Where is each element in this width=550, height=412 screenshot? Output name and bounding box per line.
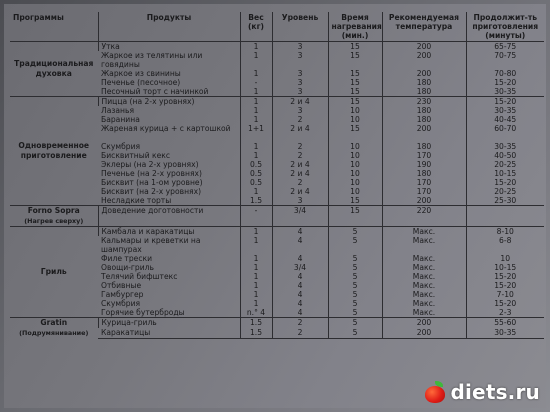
- weight-cell: 1: [240, 42, 272, 52]
- product-cell: Камбала и каракатицы: [98, 227, 240, 237]
- duration-cell: 7-10: [466, 290, 544, 299]
- level-cell: 4: [272, 227, 328, 237]
- weight-cell: 0.5: [240, 178, 272, 187]
- program-title: Одновременное приготовление: [18, 141, 90, 160]
- weight-cell: 0.5: [240, 160, 272, 169]
- temperature-cell: 180: [382, 169, 466, 178]
- level-cell: 2: [272, 178, 328, 187]
- time-cell: 10: [328, 169, 382, 178]
- program-title: Forno Sopra: [27, 206, 80, 215]
- duration-cell: 10: [466, 254, 544, 263]
- temperature-cell: 200: [382, 318, 466, 328]
- duration-cell: 30-35: [466, 106, 544, 115]
- weight-cell: 1: [240, 97, 272, 107]
- temperature-cell: 200: [382, 51, 466, 69]
- header-level: Уровень: [272, 12, 328, 42]
- temperature-cell: 180: [382, 115, 466, 124]
- temperature-cell: 170: [382, 187, 466, 196]
- product-cell: Эклеры (на 2-х уровнях): [101, 160, 199, 169]
- program-title: Гриль: [40, 267, 67, 276]
- program-name: [10, 206, 98, 227]
- duration-cell: 25-30: [466, 196, 544, 206]
- table-row: [10, 227, 544, 237]
- level-cell: 2: [272, 142, 328, 151]
- watermark-text: diets.ru: [450, 380, 540, 404]
- product-cell: Телячий бифштекс: [101, 272, 178, 281]
- time-cell: 5: [328, 328, 382, 338]
- weight-cell: 1: [240, 106, 272, 115]
- table-body: [10, 42, 544, 339]
- product-cell: Скумбрия: [101, 142, 141, 151]
- level-cell: 3: [272, 196, 328, 206]
- level-cell: 2: [272, 151, 328, 160]
- temperature-cell: Макс.: [382, 281, 466, 290]
- product-cell: Утка: [98, 42, 240, 52]
- time-cell: 15: [328, 87, 382, 97]
- duration-cell: 15-20: [466, 272, 544, 281]
- temperature-cell: Макс.: [382, 308, 466, 318]
- header-programs: Программы: [10, 12, 98, 42]
- weight-cell: 1: [240, 69, 272, 78]
- time-cell: 15: [328, 196, 382, 206]
- product-cell: Пицца (на 2-х уровнях): [98, 97, 240, 107]
- duration-cell: 2-3: [466, 308, 544, 318]
- temperature-cell: 190: [382, 160, 466, 169]
- product-cell: Лазанья: [101, 106, 135, 115]
- product-cell: Песочный торт с начинкой: [98, 87, 240, 97]
- program-title: Gratin: [40, 318, 68, 327]
- time-cell: 10: [328, 178, 382, 187]
- product-cell: Отбивные: [101, 281, 142, 290]
- weight-cell: 1: [240, 142, 272, 151]
- weight-cell: 1: [240, 236, 272, 254]
- weight-cell: 1.5: [240, 328, 272, 338]
- program-name: [10, 97, 98, 206]
- product-cell: Гамбургер: [101, 290, 144, 299]
- duration-cell: 30-35: [466, 142, 544, 151]
- temperature-cell: Макс.: [382, 272, 466, 281]
- level-cell: 3: [272, 42, 328, 52]
- time-cell: 5: [328, 254, 382, 263]
- weight-cell: -: [240, 206, 272, 227]
- product-cell: Филе трески: [101, 254, 153, 263]
- table-row: [10, 206, 544, 227]
- table-header: [10, 12, 544, 42]
- temperature-cell: Макс.: [382, 290, 466, 299]
- time-cell: 10: [328, 106, 382, 115]
- product-cell: Скумбрия: [101, 299, 141, 308]
- time-cell: 5: [328, 299, 382, 308]
- level-cell: 4: [272, 236, 328, 254]
- document-sheet: [4, 4, 546, 408]
- weight-cell: 1: [240, 272, 272, 281]
- time-cell: 15: [328, 97, 382, 107]
- header-heat-time: Время нагревания (мин.): [328, 12, 382, 42]
- duration-cell: 70-75: [466, 51, 544, 69]
- level-cell: 4: [272, 254, 328, 263]
- duration-cell: 30-35: [466, 328, 544, 338]
- duration-cell: 20-25: [466, 160, 544, 169]
- duration-cell: 40-50: [466, 151, 544, 160]
- level-cell: 2: [272, 318, 328, 328]
- time-cell: 10: [328, 151, 382, 160]
- temperature-cell: 180: [382, 78, 466, 87]
- level-cell: 4: [272, 290, 328, 299]
- weight-cell: 0.5: [240, 169, 272, 178]
- header-weight: Вес (кг): [240, 12, 272, 42]
- time-cell: 5: [328, 236, 382, 254]
- product-cell: Бисквит (на 2-х уровнях): [101, 187, 202, 196]
- program-name: [10, 227, 98, 318]
- level-cell: 4: [272, 308, 328, 318]
- time-cell: 10: [328, 115, 382, 124]
- time-cell: 15: [328, 78, 382, 87]
- cooking-table: [10, 12, 544, 339]
- time-cell: 5: [328, 308, 382, 318]
- weight-cell: 1: [240, 254, 272, 263]
- temperature-cell: Макс.: [382, 227, 466, 237]
- program-name: [10, 318, 98, 339]
- duration-cell: 15-20: [466, 281, 544, 290]
- time-cell: 5: [328, 281, 382, 290]
- level-cell: 2 и 4: [272, 97, 328, 107]
- weight-cell: 1.5: [240, 318, 272, 328]
- header-temperature: Рекомендуемая температура: [382, 12, 466, 42]
- product-cell: Курица-гриль: [98, 318, 240, 328]
- duration-cell: 10-15: [466, 263, 544, 272]
- duration-cell: 60-70: [466, 124, 544, 142]
- product-cell: Каракатицы: [98, 328, 240, 338]
- time-cell: 10: [328, 187, 382, 196]
- watermark: [424, 380, 540, 404]
- level-cell: 3: [272, 51, 328, 69]
- time-cell: 10: [328, 160, 382, 169]
- time-cell: 15: [328, 124, 382, 142]
- level-cell: 2 и 4: [272, 169, 328, 178]
- temperature-cell: 200: [382, 69, 466, 78]
- time-cell: 15: [328, 42, 382, 52]
- weight-cell: 1: [240, 281, 272, 290]
- time-cell: 5: [328, 263, 382, 272]
- duration-cell: 15-20: [466, 97, 544, 107]
- temperature-cell: 200: [382, 196, 466, 206]
- product-cell: Жареная курица + с картошкой: [101, 124, 231, 133]
- header-duration: Продолжит-ть приготовления (минуты): [466, 12, 544, 42]
- weight-cell: 1.5: [240, 196, 272, 206]
- temperature-cell: Макс.: [382, 263, 466, 272]
- temperature-cell: 180: [382, 142, 466, 151]
- product-cell: Бисквит (на 1-ом уровне): [101, 178, 203, 187]
- weight-cell: 1: [240, 290, 272, 299]
- temperature-cell: 170: [382, 178, 466, 187]
- time-cell: 5: [328, 290, 382, 299]
- program-title: Традициональная духовка: [14, 59, 94, 78]
- duration-cell: 70-80: [466, 69, 544, 78]
- duration-cell: 15-20: [466, 78, 544, 87]
- product-cell: Жаркое из свинины: [101, 69, 181, 78]
- product-cell: Несладкие торты: [98, 196, 240, 206]
- level-cell: 3/4: [272, 263, 328, 272]
- weight-cell: 1: [240, 115, 272, 124]
- temperature-cell: 180: [382, 106, 466, 115]
- weight-cell: 1: [240, 87, 272, 97]
- table-row: [10, 42, 544, 52]
- time-cell: 5: [328, 272, 382, 281]
- duration-cell: [466, 206, 544, 227]
- program-name: [10, 42, 98, 97]
- level-cell: 3/4: [272, 206, 328, 227]
- weight-cell: 1: [240, 51, 272, 69]
- weight-cell: 1: [240, 299, 272, 308]
- level-cell: 2 и 4: [272, 187, 328, 196]
- weight-cell: 1: [240, 187, 272, 196]
- temperature-cell: Макс.: [382, 236, 466, 254]
- header-products: Продукты: [98, 12, 240, 42]
- time-cell: 15: [328, 51, 382, 69]
- level-cell: 4: [272, 272, 328, 281]
- level-cell: 2: [272, 115, 328, 124]
- table-row: [10, 318, 544, 328]
- product-cell: Жаркое из телятины или говядины: [101, 51, 203, 69]
- program-subtitle: (Подрумянивание): [19, 329, 89, 337]
- duration-cell: 8-10: [466, 227, 544, 237]
- level-cell: 3: [272, 69, 328, 78]
- level-cell: 3: [272, 87, 328, 97]
- product-cell: Бисквитный кекс: [101, 151, 171, 160]
- weight-cell: 1: [240, 227, 272, 237]
- level-cell: 4: [272, 281, 328, 290]
- product-cell: Кальмары и креветки на шампурах: [101, 236, 201, 254]
- duration-cell: 55-60: [466, 318, 544, 328]
- temperature-cell: 180: [382, 87, 466, 97]
- time-cell: 15: [328, 206, 382, 227]
- time-cell: 5: [328, 318, 382, 328]
- duration-cell: 15-20: [466, 299, 544, 308]
- time-cell: 10: [328, 142, 382, 151]
- product-cell: Печенье (песочное): [101, 78, 181, 87]
- level-cell: 3: [272, 106, 328, 115]
- temperature-cell: 200: [382, 42, 466, 52]
- level-cell: 2 и 4: [272, 124, 328, 142]
- product-cell: Печенье (на 2-х уровнях): [101, 169, 202, 178]
- temperature-cell: 200: [382, 328, 466, 338]
- temperature-cell: Макс.: [382, 254, 466, 263]
- duration-cell: 65-75: [466, 42, 544, 52]
- weight-cell: 1+1: [240, 124, 272, 142]
- time-cell: 15: [328, 69, 382, 78]
- product-cell: Баранина: [101, 115, 140, 124]
- level-cell: 2: [272, 328, 328, 338]
- temperature-cell: 200: [382, 124, 466, 142]
- duration-cell: 20-25: [466, 187, 544, 196]
- time-cell: 5: [328, 227, 382, 237]
- level-cell: 3: [272, 78, 328, 87]
- temperature-cell: Макс.: [382, 299, 466, 308]
- table-row: [10, 97, 544, 107]
- product-cell: Горячие бутерброды: [98, 308, 240, 318]
- duration-cell: 15-20: [466, 178, 544, 187]
- weight-cell: n.° 4: [240, 308, 272, 318]
- product-cell: Овощи-гриль: [101, 263, 155, 272]
- product-cell: Доведение доготовности: [98, 206, 240, 227]
- weight-cell: 1: [240, 263, 272, 272]
- duration-cell: 6-8: [466, 236, 544, 254]
- level-cell: 4: [272, 299, 328, 308]
- duration-cell: 10-15: [466, 169, 544, 178]
- weight-cell: -: [240, 78, 272, 87]
- program-subtitle: (Нагрев сверху): [24, 217, 84, 225]
- temperature-cell: 170: [382, 151, 466, 160]
- weight-cell: 1: [240, 151, 272, 160]
- apple-icon: [424, 381, 446, 403]
- duration-cell: 40-45: [466, 115, 544, 124]
- duration-cell: 30-35: [466, 87, 544, 97]
- temperature-cell: 230: [382, 97, 466, 107]
- level-cell: 2 и 4: [272, 160, 328, 169]
- temperature-cell: 220: [382, 206, 466, 227]
